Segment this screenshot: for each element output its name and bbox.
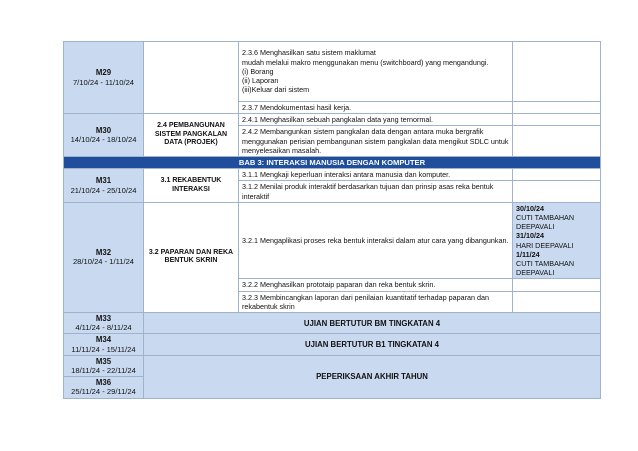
table-row	[64, 169, 601, 181]
week-dates: 4/11/24 - 8/11/24	[75, 323, 132, 333]
week-cell-m33	[64, 313, 144, 334]
holiday-date: 31/10/24	[516, 231, 544, 241]
week-cell-m31	[64, 169, 144, 203]
learning-standard-3-1-1: 3.1.1 Mengkaji keperluan interaksi antara manusia dan komputer.	[239, 169, 513, 181]
content-standard-2-4: 2.4 PEMBANGUNAN SISTEM PANGKALAN DATA (PROJEK)	[144, 114, 239, 157]
learning-standard-2-3-6: 2.3.6 Menghasilkan satu sistem maklumat mudah melalui makro menggunakan menu (switchboard) yang mengandungi. (i) Borang (ii) Laporan (iii)Keluar dari sistem	[239, 42, 513, 102]
week-dates: 7/10/24 - 11/10/24	[72, 77, 135, 87]
table-row	[64, 202, 601, 279]
week-cell-m36	[64, 377, 144, 398]
exam-b1: UJIAN BERTUTUR B1 TINGKATAN 4	[144, 334, 601, 355]
week-code: M36	[95, 378, 112, 388]
week-dates: 25/11/24 - 29/11/24	[71, 387, 136, 397]
standard-cell-empty	[144, 42, 239, 114]
notes-cell	[513, 279, 601, 291]
learning-standard-3-2-1: 3.2.1 Mengaplikasi proses reka bentuk interaksi dalam atur cara yang dibangunkan.	[239, 202, 513, 279]
learning-standard-3-2-2: 3.2.2 Menghasilkan prototaip paparan dan reka bentuk skrin.	[239, 279, 513, 291]
holiday-date: 1/11/24	[516, 249, 540, 259]
week-dates: 14/10/24 - 18/10/24	[70, 135, 137, 145]
week-code: M33	[95, 314, 112, 324]
chapter-header-row	[64, 157, 601, 169]
lesson-plan-table	[63, 41, 601, 399]
holiday-notes: 30/10/24 CUTI TAMBAHAN DEEPAVALI 31/10/24 HARI DEEPAVALI 1/11/24 CUTI TAMBAHAN DEEPAVALI	[513, 202, 601, 279]
notes-cell	[513, 102, 601, 114]
week-code: M35	[95, 356, 112, 366]
notes-cell	[513, 181, 601, 202]
table-row	[64, 355, 601, 376]
notes-cell	[513, 126, 601, 157]
week-cell-m34	[64, 334, 144, 355]
week-cell-m32	[64, 202, 144, 312]
notes-cell	[513, 42, 601, 102]
week-cell-m35	[64, 355, 144, 376]
week-code: M32	[95, 248, 112, 258]
learning-standard-2-4-1: 2.4.1 Menghasilkan sebuah pangkalan data yang ternormal.	[239, 114, 513, 126]
week-dates: 18/11/24 - 22/11/24	[71, 366, 136, 376]
week-cell-m30	[64, 114, 144, 157]
table-row	[64, 313, 601, 334]
content-standard-3-1: 3.1 REKABENTUK INTERAKSI	[144, 169, 239, 203]
learning-standard-3-1-2: 3.1.2 Menilai produk interaktif berdasarkan tujuan dan prinsip asas reka bentuk interaktif	[239, 181, 513, 202]
learning-standard-2-4-2: 2.4.2 Membangunkan sistem pangkalan data dengan antara muka bergrafik menggunakan perisian pembangunan sistem pangkalan data mengikut SDLC untuk menyelesaikan masalah.	[239, 126, 513, 157]
notes-cell	[513, 169, 601, 181]
week-dates: 21/10/24 - 25/10/24	[70, 185, 137, 195]
week-code: M29	[95, 68, 112, 78]
week-code: M30	[95, 125, 112, 135]
week-dates: 11/11/24 - 15/11/24	[71, 344, 136, 354]
table-row	[64, 42, 601, 102]
exam-final: PEPERIKSAAN AKHIR TAHUN	[144, 355, 601, 398]
week-code: M31	[95, 176, 112, 186]
learning-standard-2-3-7: 2.3.7 Mendokumentasi hasil kerja.	[239, 102, 513, 114]
table-row	[64, 334, 601, 355]
notes-cell	[513, 291, 601, 312]
week-cell-m29	[64, 42, 144, 114]
week-dates: 28/10/24 - 1/11/24	[72, 257, 135, 267]
learning-standard-3-2-3: 3.2.3 Membincangkan laporan dari penilaian kuantitatif terhadap paparan dan rekabentuk skrin	[239, 291, 513, 312]
chapter-header: BAB 3: INTERAKSI MANUSIA DENGAN KOMPUTER	[64, 157, 601, 169]
exam-bm: UJIAN BERTUTUR BM TINGKATAN 4	[144, 313, 601, 334]
notes-cell	[513, 114, 601, 126]
week-code: M34	[95, 335, 112, 345]
table-row	[64, 114, 601, 126]
content-standard-3-2: 3.2 PAPARAN DAN REKA BENTUK SKRIN	[144, 202, 239, 312]
holiday-date: 30/10/24	[516, 203, 544, 213]
